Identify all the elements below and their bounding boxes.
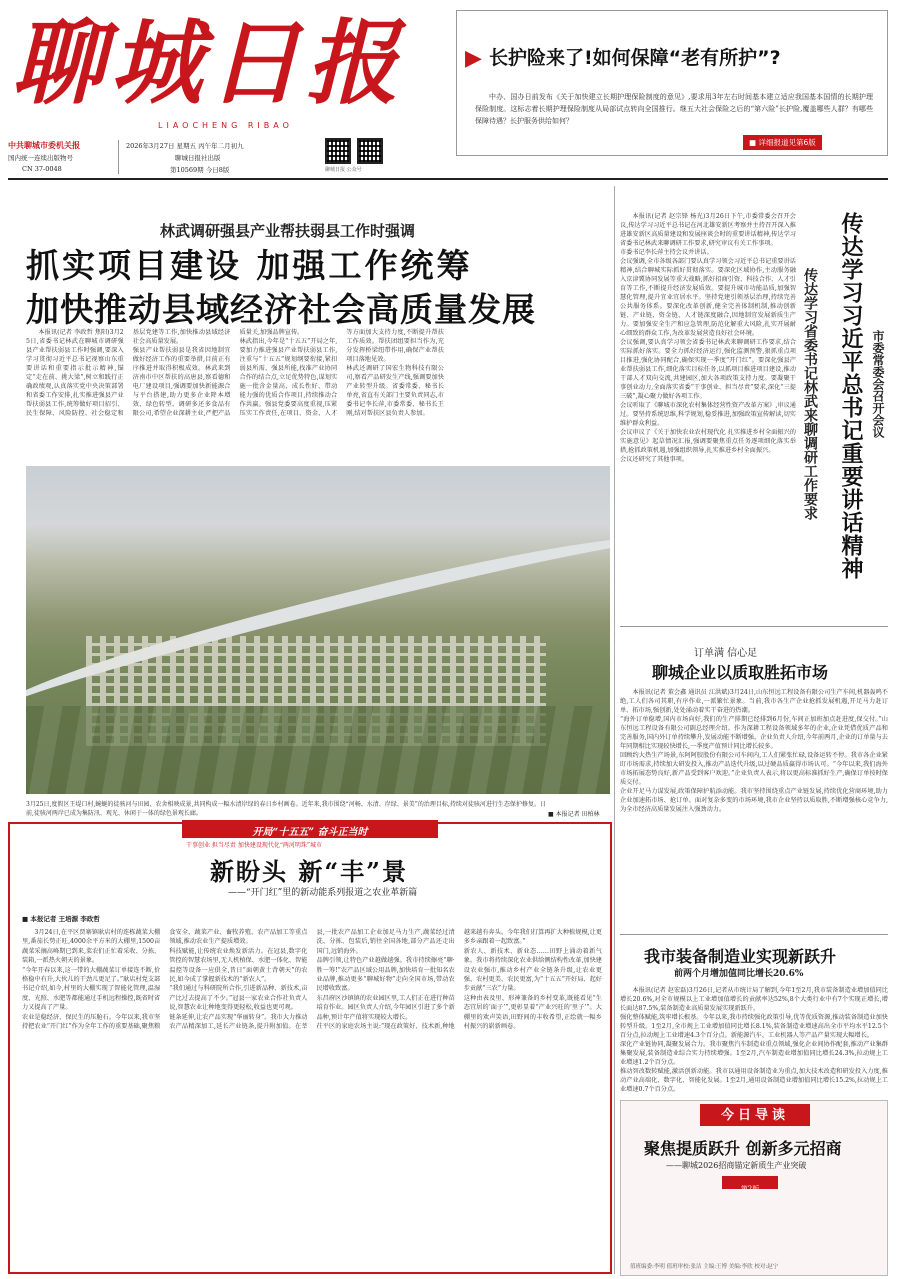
promo-link-label: 详细报道见第6版 bbox=[758, 138, 816, 147]
feature-banner-sub: 干事创业 担当尽责 加快建设现代化“两河明珠”城市 bbox=[186, 842, 322, 849]
promo-link-icon: ■ bbox=[749, 138, 759, 147]
guide-header bbox=[700, 1104, 810, 1126]
feature-title[interactable]: 新盼头 新“丰”景 bbox=[210, 857, 408, 886]
feature-body: 3月24日,在平区贾寨镇耿店村的连栋蔬菜大棚里,番茄长势正旺,4000余平方米的大棚里,1500亩蔬菜采摘高峰期已到来,菜农们正忙着采收、分拣、装箱,一派热火朝天的景象。 “今年开春以来,这一带的大棚蔬菜订单接连不断,价格稳中有升,大伙儿的干劲儿更足了。”耿店村党支部书记介绍,如今,村里的大棚实现了智能化管理,温湿度、光照、水肥等都能通过手机远程操控,既省时省力又提高了产量。 农业是稳经济、保民生的压舱石。今年以来,我市坚持把农业“开门红”作为全年工作的重要基础,聚焦粮食安全、蔬菜产业、畜牧养殖、农产品加工等重点领域,推动农业生产提质增效。 科技赋能,让传统农业焕发新活力。在冠县,数字化管控的智慧农场里,无人机植保、水肥一体化、智能温控等设备一应俱全,昔日“面朝黄土背朝天”的农民,如今成了掌握新技术的“新农人”。 “我们通过与科研院所合作,引进新品种、新技术,亩产比过去提高了不少。”冠县一家农业合作社负责人说,智慧农业让种地变得更轻松,收益也更可观。 链条延伸,让农产品实现“华丽转身”。我市大力推动农产品精深加工,延长产业链条,提升附加值。在莘县,一批农产品加工企业加足马力生产,蔬菜经过清洗、分拣、包装后,销往全国各地,部分产品还走出国门,远销海外。 品牌引领,让特色产业越做越强。我市持续擦亮“聊·胜一筹!”农产品区域公用品牌,加快培育一批知名农业品牌,推动更多“聊城好物”走向全国市场,带动农民增收致富。 东昌府区沙镇镇的农业园区里,工人们正在进行种苗培育作业。园区负责人介绍,今年园区引进了多个新品种,预计年产值将实现较大增长。 茌平区的家庭农场主说:“现在政策好、技术新,种地越来越有奔头。今年我们打算再扩大种植规模,让更多乡亲跟着一起致富。” 新农人、新技术、新业态……田野上涌动着新气象。我市将持续深化农业供给侧结构性改革,加快建设农业强市,推动乡村产业全链条升级,让农业更强、农村更美、农民更富,为“十五五”开好局、起好步贡献“三农”力量。 这种由表及里、形神兼备的乡村变革,既能看见“生态宜居的‘面子’”,更彰显着“产业兴旺的‘里子’”。大棚里的欢声笑语,田野间的丰收希望,正绘就一幅乡村振兴的崭新画卷。 bbox=[22, 929, 602, 1031]
masthead-cn-number: CN 37-0048 bbox=[22, 165, 62, 173]
right-lead-subtitle: 传达学习省委书记林武来聊调研工作要求 bbox=[802, 268, 818, 520]
right-second-kicker: 订单满 信心足 bbox=[694, 648, 758, 659]
divider bbox=[118, 140, 119, 174]
guide-page-label: 第2版 bbox=[740, 1185, 760, 1193]
guide-subtitle: ——聊城2026招商锚定新质生产业突破 bbox=[666, 1161, 807, 1170]
feature-banner bbox=[182, 820, 438, 838]
aerial-photo[interactable] bbox=[26, 466, 610, 794]
divider bbox=[620, 934, 888, 935]
promo-body: 中办、国办日前发布《关于加快建立长期护理保险制度的意见》,要求用3年左右时间基本建立适应我国基本国情的长期护理保险制度。这标志着长期护理保险制度从局部试点转向全国推行。继五大社会保险之后的“第六险”长护险,覆盖哪些人群？有哪些保障待遇？长护服务供给如何？ bbox=[475, 93, 873, 125]
masthead-title: 聊城日报 bbox=[12, 9, 405, 117]
right-lead-title[interactable]: 传达学习习近平总书记重要讲话精神 bbox=[838, 212, 864, 580]
right-lead-kicker: 市委常委会召开会议 bbox=[871, 330, 885, 438]
feature-banner-label: 开局“十五五” 奋斗正当时 bbox=[252, 827, 368, 838]
masthead-org: 聊城日报社出版 bbox=[175, 154, 221, 162]
masthead-issue: 第10569期 今日8版 bbox=[170, 166, 230, 174]
lead-body: 本报讯(记者 李政哲 焦阳)3月25日,省委书记林武在聊城市调研强县产业帮扶弱县工作时强调,要深入学习贯彻习近平总书记视察山东重要讲话和重要指示批示精神,锚定“走在前、挑大梁”,树立和践行正确政绩观,认真落实党中央决策部署和省委工作安排,扎实推进强县产业帮扶弱县工作,统筹做好项目招引、民生保障、风险防控、社会稳定和基层党建等工作,加快推动县域经济社会高质量发展。 强县产业帮扶弱县是我省因地制宜做好经济工作的重要举措,目前正有序推进并取得积极成效。林武来到济南市中区帮扶的高唐县,察看德和电厂建设项目,强调要加快新能源合与平台搭建,助力更多企业降本增效、绿色转型。调研多还多食品有限公司,希望企业深耕主业,严把产品质量关,加强品牌宣传。 林武指出,今年是“十五五”开局之年,要加力推进强县产业帮扶弱县工作,注重与“十五五”规划纲要衔接,紧扣弱县所需、强县所能,找准产业协同合作的结合点,立足优势特色,谋划实施一批含金量高、成长性好、带动能力强的优质合作项目,持续推动合作共赢。强县党委要高度重视,压紧压实工作责任,在项目、资金、人才等方面加大支持力度,不断提升帮扶工作质效。帮扶团组要担当作为,充分发挥桥梁纽带作用,确保产业帮扶项目落地见效。 林武还调研了国宏生物科技有限公司,察看产品研发生产线,强调要加快产业转型升级。省委常委、秘书长单亮,省直有关部门主要负责同志,市委书记李长萍,市委常委、秘书长王刚,结对帮扶区县负责人参加。 bbox=[26, 329, 444, 417]
feature-subtitle: ——“开门红”里的新动能系列报道之农业革新篇 bbox=[228, 888, 418, 898]
promo-link[interactable] bbox=[743, 135, 822, 150]
right-lead-body: 本报讯(记者 赵宗锋 杨光)3月26日下午,市委常委会召开会议,传达学习习近平总书记在河北雄安新区考察并主持召开深入推进雄安新区高质量建设和发展座谈会时的重要讲话精神,传达学习省委书记林武来聊调研工作要求,研究审议有关工作事项。 市委书记李长萍主持会议并讲话。 会议强调,全市各级各部门要认真学习领会习近平总书记重要讲话精神,结合聊城实际抓好贯彻落实。要深化区域协作,主动服务融入京津冀协同发展等重大战略,抓好招商引资、科技合作、人才引育等工作,不断提升经济发展质效。要提升城市功能品质,加强智慧化管理,提升宜业宜居水平。坚持党建引领基层治理,持续完善公共服务体系。要深化改革创新,健全完善体制机制,推动创新链、产业链、资金链、人才链深度融合,因地制宜发展新质生产力。要加强安全生产和应急管理,防范化解重大风险,扎实开展耐心细致的群众工作,为改革发展营造良好社会环境。 会议强调,要认真学习领会省委书记林武来聊调研工作要求,结合实际抓好落实。要全力抓好经济运行,强化监测预警,狠抓重点项目推进,强化协同配合,确保实现一季度“开门红”。要深化强县产业帮扶弱县工作,细化落实目标任务,以抓项目推进项目建设,推动干部人才双向交流,共建园区,加大各项政策支持力度。要凝聚干事创业动力,全面落实省委“干事创业、担当尽责”要求,深化“三提三破”,凝心聚力做好各项工作。 会议听取了《聊城市深化农村集体经营性资产改革方案》,审议通过。要坚持系统思维,科学规划,稳妥推进,加强政策宣传解读,切实维护群众利益。 会议审议了《关于加快农业农村现代化 扎实推进乡村全面振兴的实施意见》起草情况汇报,强调要聚焦重点任务逐项细化落实举措,抢抓政策机遇,加强组织领导,扎实推进乡村全面振兴。 会议还研究了其他事项。 bbox=[620, 213, 796, 463]
qr-code-news[interactable] bbox=[325, 138, 351, 164]
column-divider bbox=[614, 186, 615, 1274]
guide-page[interactable] bbox=[722, 1176, 778, 1193]
fields bbox=[26, 706, 610, 794]
right-second-title[interactable]: 聊城企业以质取胜拓市场 bbox=[652, 663, 829, 682]
right-second-body: 本报讯(记者 董会鑫 通讯员 江洪斌)3月24日,山东恒远工程设备有限公司生产车间,机器轰鸣不绝,工人们各司其职,有序作业,一派繁忙景象。当前,我市各生产企业抢抓发展机遇,开足马力赶订单、拓市场,强创新,处处涌动着实干奋进的热潮。 “海外订单稳增,国内市场向好,我们的生产排期已经排到6月份,车间正加班加点赶进度,保交付。”山东恒远工程设备有限公司副总经理介绍。作为深耕工程设备领域多年的企业,企业凭借优质产品和完善服务,国内外订单持续攀升,发展动能不断增强。企业负责人介绍,今年前两月,企业的订单量与去年同期相比实现较快增长,一季度产值预计同比增长较多。 回顾约大热生产场景,东阿阿胶股份有限公司车间内,工人们紧张忙碌,设备运转不停。我市各企业紧盯市场需求,持续加大研发投入,推动产品迭代升级,以过硬品质赢得市场认可。“今年以来,我们海外市场拓展态势良好,新产品受到客户欢迎。”企业负责人表示,将以更高标准抓好生产,确保订单按时保质交付。 企业开足马力谋发展,政策保障护航添动能。我市坚持围绕重点产业链发展,持续优化营商环境,助力企业加速拓市场、抢订单。面对复杂多变的市场环境,我市企业坚持以质取胜,不断增强核心竞争力,为全市经济高质量发展注入强劲动力。 bbox=[620, 689, 888, 813]
lead-title-2[interactable]: 加快推动县域经济社会高质量发展 bbox=[26, 290, 536, 329]
masthead-date: 2026年3月27日 星期五 丙午年二月初九 bbox=[126, 142, 244, 150]
feature-byline: ■ 本报记者 王培源 李政哲 bbox=[22, 915, 100, 923]
right-third-subtitle: 前两个月增加值同比增长20.6% bbox=[674, 969, 804, 979]
divider bbox=[620, 626, 888, 627]
promo-headline[interactable]: 长护险来了!如何保障“老有所护”? bbox=[489, 47, 781, 69]
masthead-pinyin: LIAOCHENG RIBAO bbox=[158, 121, 293, 130]
lead-kicker: 林武调研强县产业帮扶弱县工作时强调 bbox=[160, 222, 416, 240]
right-third-title[interactable]: 我市装备制造业实现新跃升 bbox=[644, 947, 837, 966]
promo-arrow: ▶ bbox=[465, 45, 482, 71]
right-third-body: 本报讯(记者 赵宏磊)3月26日,记者从市统计局了解到,今年1至2月,我市装备制造业增加值同比增长20.6%,对全市规模以上工业增加值增长的贡献率达52%,8个大类行业中有7个实现正增长,增长面达87.5%,装备制造业高质量发展实现新跃升。 强化整体赋能,筑牢增长根基。今年以来,我市持续强化政策引导,优等优质资源,推动装备制造业加快转型升级。1至2月,全市规上工业增加值同比增长8.1%,装备制造业增速高出全市平均水平12.5个百分点,拉动规上工业增速4.3个百分点。新能源汽车、工业机器人等产品产量实现大幅增长。 深化产业链协同,凝聚发展合力。我市聚焦汽车制造业重点领域,强化企业间协作配套,推动产业集群集聚发展,装备制造业综合实力持续增强。1至2月,汽车制造业增加值同比增长24.3%,拉动规上工业增速1.2个百分点。 推动智改数转赋能,激活创新动能。我市以通用设备制造业为重点,加大技术改造和研发投入力度,推动产业高端化、数字化、智能化发展。1至2月,通用设备制造业增加值同比增长15.2%,拉动规上工业增速0.7个百分点。 bbox=[620, 987, 888, 1093]
top-promo bbox=[456, 10, 888, 156]
photo-caption: 3月25日,度假区王堤口村,蜿蜒的徒骇河与田园、农舍相映成景,共同构成一幅水清岸绿的春日乡村画卷。近年来,我市围绕“河畅、水清、岸绿、景美”的治理目标,持续对徒骇河进行生态保护修复。日前,徒骇河两岸已成为集防汛、观光、休闲于一体的绿色景观长廊。 bbox=[26, 801, 546, 817]
lead-title-1[interactable]: 抓实项目建设 加强工作统筹 bbox=[26, 246, 473, 285]
guide-footer: 值班编委:李明 值班审校:张洁 主编:王博 美编:李欣 校对:赵宁 bbox=[630, 1264, 779, 1270]
qr-label: 聊城日报 公众号 bbox=[325, 167, 362, 173]
photo-credit: ■ 本报记者 田柏林 bbox=[548, 811, 600, 818]
guide-header-label: 今日导读 bbox=[720, 1108, 789, 1123]
guide-title[interactable]: 聚焦提质跃升 创新多元招商 bbox=[644, 1139, 842, 1158]
masthead-rule bbox=[8, 178, 888, 180]
qr-code-wechat[interactable] bbox=[357, 138, 383, 164]
masthead-publisher: 中共聊城市委机关报 bbox=[8, 140, 80, 150]
masthead-cn-label: 国内统一连续出版物号 bbox=[8, 154, 73, 162]
